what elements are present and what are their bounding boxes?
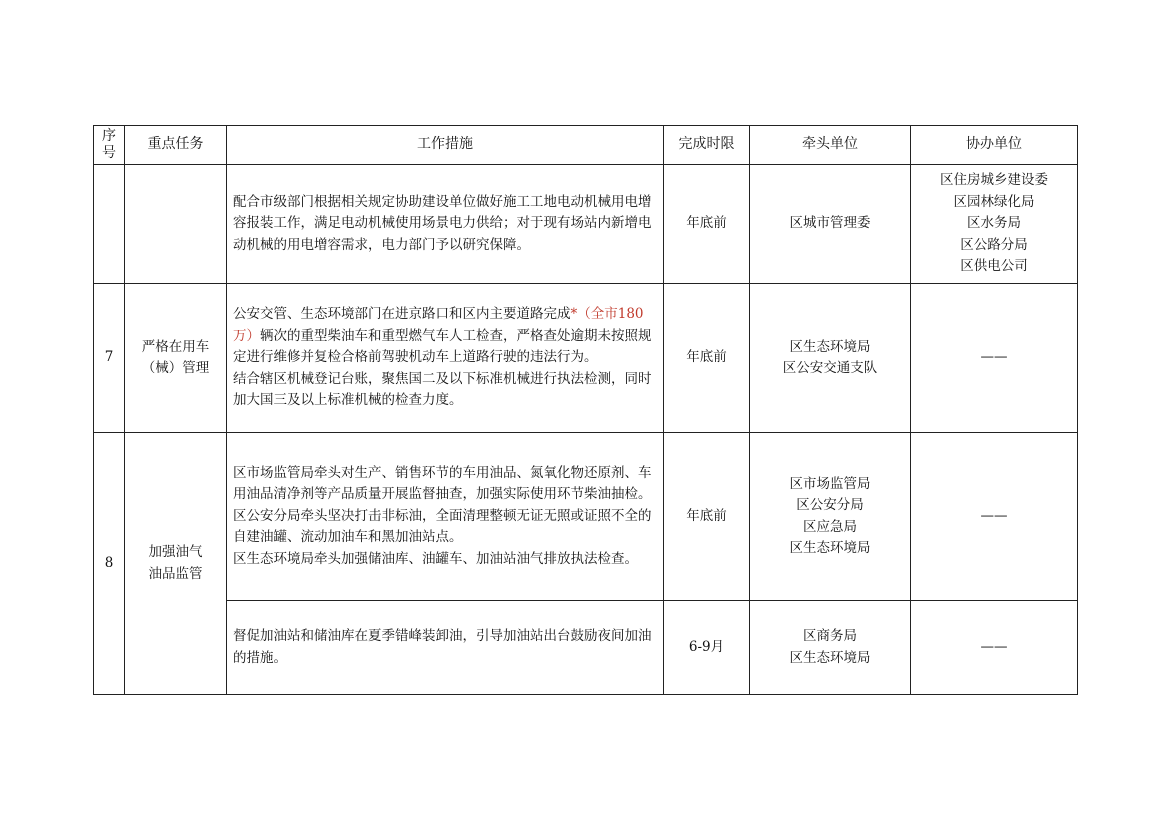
header-measures: 工作措施 <box>227 126 664 165</box>
seq-cell <box>94 165 125 284</box>
table-row <box>94 433 1078 601</box>
assist-unit: 区供电公司 <box>960 258 1028 275</box>
lead-unit: 区公安分局 <box>796 497 864 513</box>
lead-cell: 区城市管理委 <box>750 165 911 284</box>
lead-unit: 区公安交通支队 <box>782 360 878 376</box>
lead-unit: 区生态环境局 <box>789 540 871 556</box>
lead-cell <box>750 433 911 601</box>
deadline-cell: 年底前 <box>664 433 750 601</box>
assist-unit: 区公路分局 <box>960 236 1028 253</box>
task-cell <box>125 165 227 284</box>
measures-cell <box>227 284 664 433</box>
lead-unit: 区市场监管局 <box>789 475 871 492</box>
measures-cell <box>227 433 664 601</box>
deadline-cell: 6-9月 <box>664 601 750 695</box>
lead-unit: 区生态环境局 <box>789 649 871 666</box>
assist-cell <box>911 165 1078 284</box>
measures-cell: 督促加油站和储油库在夏季错峰装卸油，引导加油站出台鼓励夜间加油的措施。 <box>227 601 664 695</box>
task-table <box>93 125 1078 695</box>
lead-unit: 区应急局 <box>803 518 857 535</box>
header-lead: 牵头单位 <box>750 126 911 165</box>
measure-text: 辆次的重型柴油车和重型燃气车人工检查，严格查处逾期未按照规定进行维修并复检合格前驾驶机动车上道路行驶的违法行为。 <box>233 327 652 366</box>
measure-text: 区市场监管局牵头对生产、销售环节的车用油品、氮氧化物还原剂、车用油品清净剂等产品质量开展监督抽查，加强实际使用环节柴油抽检。 <box>233 464 652 503</box>
table-row <box>94 284 1078 433</box>
seq-cell: 7 <box>94 284 125 433</box>
task-cell: 严格在用车（械）管理 <box>125 284 227 433</box>
assist-cell: —— <box>911 433 1078 601</box>
lead-unit: 区生态环境局 <box>789 338 871 355</box>
seq-cell: 8 <box>94 433 125 695</box>
lead-cell <box>750 284 911 433</box>
table-row <box>94 165 1078 284</box>
assist-unit: 区住房城乡建设委 <box>940 172 1048 189</box>
table-row <box>94 601 1078 695</box>
measure-text: 区生态环境局牵头加强储油库、油罐车、加油站油气排放执法检查。 <box>233 550 638 567</box>
measure-text: 公安交管、生态环境部门在进京路口和区内主要道路完成 <box>233 306 571 323</box>
assist-cell: —— <box>911 601 1078 695</box>
lead-unit: 区商务局 <box>803 628 857 644</box>
assist-unit: 区水务局 <box>967 215 1021 232</box>
lead-cell <box>750 601 911 695</box>
measure-highlight: *（全市180万） <box>233 306 644 344</box>
deadline-cell: 年底前 <box>664 284 750 433</box>
header-seq: 序号 <box>94 126 125 165</box>
assist-cell: —— <box>911 284 1078 433</box>
assist-unit: 区园林绿化局 <box>953 193 1035 210</box>
measures-cell: 配合市级部门根据相关规定协助建设单位做好施工工地电动机械用电增容报装工作，满足电动机械使用场景电力供给；对于现有场站内新增电动机械的用电增容需求，电力部门予以研究保障。 <box>227 165 664 284</box>
header-row <box>94 126 1078 165</box>
deadline-cell: 年底前 <box>664 165 750 284</box>
measure-text: 区公安分局牵头坚决打击非标油，全面清理整顿无证无照或证照不全的自建油罐、流动加油车和黑加油站点。 <box>233 507 652 546</box>
header-assist: 协办单位 <box>911 126 1078 165</box>
measure-text: 结合辖区机械登记台账，聚焦国二及以下标准机械进行执法检测，同时加大国三及以上标准机械的检查力度。 <box>233 370 652 409</box>
task-cell: 加强油气油品监管 <box>125 433 227 695</box>
header-deadline: 完成时限 <box>664 126 750 165</box>
header-task: 重点任务 <box>125 126 227 165</box>
